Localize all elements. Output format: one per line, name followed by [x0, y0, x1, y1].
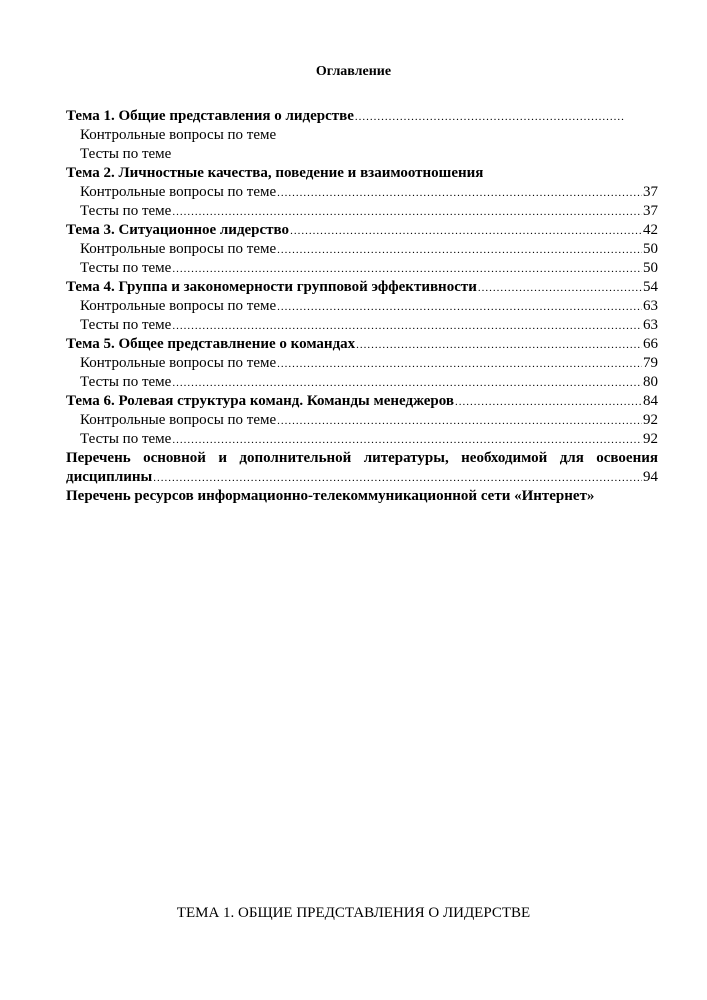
- toc-entry-page: 42: [643, 222, 658, 238]
- toc-entry-topic-6[interactable]: [66, 392, 658, 411]
- toc-entry-page: 80: [643, 374, 658, 390]
- toc-entry-topic-3[interactable]: [66, 221, 658, 240]
- toc-entry-label: Контрольные вопросы по теме: [80, 184, 277, 200]
- dot-leader: [277, 184, 642, 203]
- dot-leader: [172, 260, 642, 279]
- toc-entry-questions-5[interactable]: [66, 354, 658, 373]
- dot-leader: [277, 298, 642, 317]
- toc-entry-label: Тема 1. Общие представления о лидерстве: [66, 108, 354, 124]
- toc-entry-label: Тесты по теме: [80, 260, 172, 276]
- toc-entry-page: 94: [643, 469, 658, 485]
- toc-entry-tests-6[interactable]: [66, 430, 658, 449]
- toc-entry-page: 50: [643, 260, 658, 276]
- dot-leader: [455, 393, 642, 412]
- toc-entry-page: 79: [643, 355, 658, 371]
- dot-leader: [277, 412, 642, 431]
- toc-entry-page: 63: [643, 317, 658, 333]
- dot-leader: [172, 431, 642, 450]
- toc-entry-page: 54: [643, 279, 658, 295]
- toc-entry-label: Тема 5. Общее представлнение о командах: [66, 336, 356, 352]
- toc-entry-questions-3[interactable]: [66, 240, 658, 259]
- dot-leader: [172, 317, 642, 336]
- dot-leader: [478, 279, 642, 298]
- toc-entry-internet-resources[interactable]: [66, 487, 658, 506]
- toc-entry-questions-1[interactable]: [66, 126, 658, 145]
- toc-entry-page: 92: [643, 412, 658, 428]
- toc-entry-label: Тесты по теме: [80, 146, 172, 162]
- toc-entry-page: 37: [643, 203, 658, 219]
- toc-entry-literature-cont[interactable]: [66, 468, 658, 487]
- toc-title: Оглавление: [315, 64, 392, 79]
- toc-entry-questions-2[interactable]: [66, 183, 658, 202]
- toc-entry-page: 66: [643, 336, 658, 352]
- toc-entry-label: Контрольные вопросы по теме: [80, 241, 277, 257]
- dot-leader: [172, 203, 642, 222]
- toc-entry-tests-1[interactable]: [66, 145, 658, 164]
- toc-entry-label: Перечень основной и дополнительной литературы, необходимой для освоения: [66, 450, 658, 466]
- toc-entry-label: Контрольные вопросы по теме: [80, 298, 277, 314]
- toc-entry-topic-1[interactable]: [66, 107, 658, 126]
- toc-entry-label: Контрольные вопросы по теме: [80, 355, 277, 371]
- toc-entry-page: 84: [643, 393, 658, 409]
- dot-leader: [172, 374, 642, 393]
- dot-leader: [153, 469, 642, 488]
- toc-entry-page: 63: [643, 298, 658, 314]
- toc-entry-label: Тема 3. Ситуационное лидерство: [66, 222, 290, 238]
- toc-entry-tests-3[interactable]: [66, 259, 658, 278]
- dot-leader: [356, 336, 642, 355]
- toc-entry-literature[interactable]: [66, 449, 658, 468]
- toc-entry-label: Тесты по теме: [80, 431, 172, 447]
- toc-entry-tests-5[interactable]: [66, 373, 658, 392]
- dot-leader: [355, 108, 625, 127]
- toc-entry-label: Тесты по теме: [80, 374, 172, 390]
- toc-entry-page: 92: [643, 431, 658, 447]
- toc-entry-label: дисциплины: [66, 469, 153, 485]
- toc-entry-tests-4[interactable]: [66, 316, 658, 335]
- dot-leader: [277, 241, 642, 260]
- toc-entry-tests-2[interactable]: [66, 202, 658, 221]
- toc-entry-page: 37: [643, 184, 658, 200]
- toc-entry-topic-2[interactable]: [66, 164, 658, 183]
- toc-entry-label: Тесты по теме: [80, 203, 172, 219]
- table-of-contents: [66, 107, 658, 506]
- toc-entry-page: 50: [643, 241, 658, 257]
- toc-entry-label: Тема 4. Группа и закономерности групповой эффективности: [66, 279, 477, 295]
- toc-entry-label: Тема 2. Личностные качества, поведение и взаимоотношения: [66, 165, 484, 181]
- toc-entry-label: Контрольные вопросы по теме: [80, 127, 277, 143]
- toc-entry-label: Тема 6. Ролевая структура команд. Команды менеджеров: [66, 393, 454, 409]
- toc-entry-questions-6[interactable]: [66, 411, 658, 430]
- dot-leader: [277, 355, 642, 374]
- section-heading: ТЕМА 1. ОБЩИЕ ПРЕДСТАВЛЕНИЯ О ЛИДЕРСТВЕ: [176, 905, 531, 921]
- toc-entry-topic-5[interactable]: [66, 335, 658, 354]
- dot-leader: [290, 222, 642, 241]
- toc-entry-label: Перечень ресурсов информационно-телекоммуникационной сети «Интернет»: [66, 488, 595, 504]
- toc-entry-label: Контрольные вопросы по теме: [80, 412, 277, 428]
- toc-entry-label: Тесты по теме: [80, 317, 172, 333]
- toc-entry-questions-4[interactable]: [66, 297, 658, 316]
- toc-entry-topic-4[interactable]: [66, 278, 658, 297]
